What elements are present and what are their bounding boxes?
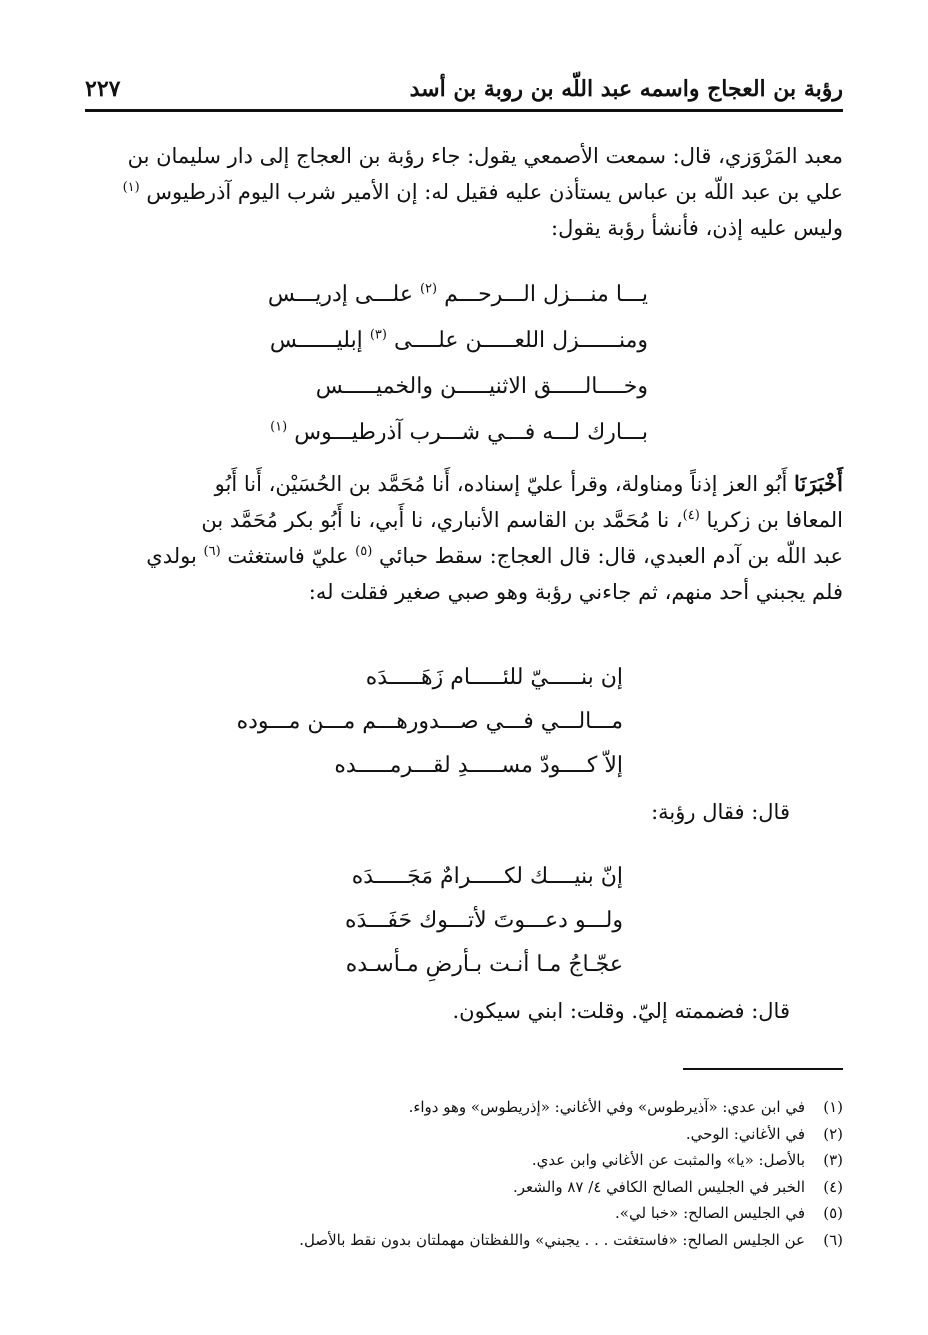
paragraph-text: المعافا بن زكريا	[706, 508, 843, 532]
footnote-number: (٤)	[823, 1177, 843, 1196]
footnote-ref: (٥)	[355, 544, 373, 559]
footnote-number: (١)	[823, 1098, 843, 1116]
paragraph-text: ، نا مُحَمَّد بن القاسم الأنباري، نا أَبي، نا أَبُو بكر مُحَمَّد بن	[201, 508, 683, 532]
footnote-text: الخبر في الجليس الصالح الكافي ٤/ ٨٧ والشعر.	[512, 1177, 805, 1196]
verse-line	[268, 272, 648, 318]
paragraph-text: عبد اللّه بن آدم العبدي، قال: قال العجاج: سقط حبائي	[379, 544, 843, 568]
verse-line: عجّـاجُ مـا أنـت بـأرضِ مـأسـده	[345, 952, 623, 977]
footnote	[95, 1094, 843, 1121]
verse-line	[268, 364, 648, 410]
paragraph-line: وليس عليه إذن، فأنشأ رؤبة يقول:	[551, 216, 843, 240]
footnote-number: (٢)	[823, 1124, 843, 1143]
paragraph-text: علي بن عبد اللّه بن عباس يستأذن عليه فقيل له: إن الأمير شرب اليوم آذرطيوس	[146, 180, 843, 204]
paragraph-line	[95, 538, 843, 574]
verse-line	[268, 318, 648, 364]
verse-text: وخــــالـــــق الاثنيـــــن والخميـــــس	[315, 374, 648, 399]
verse-line: إنّ بنيــــك لكـــــرامٌ مَجَـــــدَه	[351, 864, 623, 889]
footnote-number: (٥)	[823, 1204, 843, 1222]
verse-line: مـــالـــي فـــي صـــدورهـــم مـــن مـــوده	[236, 709, 623, 734]
verse-text: ومنــــــزل اللعـــــن علــــى	[393, 328, 648, 353]
footnote-text: بالأصل: «يا» والمثبت عن الأغاني وابن عدي.	[531, 1151, 805, 1169]
paragraph-1	[95, 138, 843, 246]
paragraph-line	[95, 502, 843, 538]
verse-block-2	[237, 656, 623, 788]
footnotes	[95, 1094, 843, 1253]
footnote-ref: (٣)	[369, 327, 387, 343]
footnote-text: في الأغاني: الوحي.	[685, 1124, 805, 1143]
footnote-rule	[683, 1068, 843, 1070]
running-header	[85, 72, 843, 106]
paragraph-line: معبد المَرْوَزي، قال: سمعت الأصمعي يقول: جاء رؤبة بن العجاج إلى دار سليمان بن	[127, 144, 843, 168]
footnote-ref: (١)	[270, 419, 288, 435]
verse-line	[268, 410, 648, 456]
narration-line: قال: فضممته إليّ. وقلت: ابني سيكون.	[452, 999, 790, 1023]
verse-line: إن بنـــــيّ للئـــــام زَهَـــــدَه	[365, 665, 623, 690]
footnote-text: في الجليس الصالح: «خبا لي».	[615, 1204, 805, 1222]
footnote	[95, 1200, 843, 1227]
paragraph-2	[95, 466, 843, 610]
header-rule	[85, 109, 843, 112]
footnote-number: (٣)	[823, 1151, 843, 1169]
footnote	[95, 1121, 843, 1148]
verse-line: إلاّ كــــودّ مســـــدِ لقـــرمـــــده	[334, 753, 623, 778]
verse-text: يـــا منـــزل الـــرحـــم	[444, 282, 648, 307]
footnote-text: عن الجليس الصالح: «فاستغثت . . . يجبني» واللفظتان مهملتان بدون نقط بالأصل.	[299, 1230, 805, 1249]
footnote	[95, 1147, 843, 1174]
narration-line: قال: فقال رؤبة:	[651, 800, 790, 824]
paragraph-text: عليّ فاستغثت	[227, 544, 349, 568]
footnote-ref: (٤)	[682, 508, 700, 523]
running-title: رؤبة بن العجاج واسمه عبد اللّه بن روبة بن أسد	[409, 76, 843, 102]
verse-block-3	[345, 855, 623, 987]
verse-text: إبليــــــس	[269, 328, 363, 353]
paragraph-text: بولدي	[146, 544, 197, 568]
footnote-ref: (٦)	[203, 544, 221, 559]
paragraph-text: أَبُو العز إذناً ومناولة، وقرأ عليّ إسناده، أَنا مُحَمَّد بن الحُسَيْن، أَنا أَبُو	[214, 472, 788, 496]
verse-block-1	[268, 272, 648, 456]
paragraph-line: فلم يجبني أحد منهم، ثم جاءني رؤبة وهو صبي صغير فقلت له:	[308, 580, 843, 604]
footnote-ref: (١)	[122, 180, 140, 195]
verse-text: بـــارك لـــه فـــي شـــرب آذرطيـــوس	[294, 420, 648, 445]
verse-text: علـــى إدريـــس	[267, 282, 413, 307]
footnote	[95, 1174, 843, 1201]
footnote-ref: (٢)	[419, 281, 438, 297]
verse-line: ولـــو دعـــوتَ لأتـــوك حَفَـــدَه	[345, 908, 623, 933]
footnote-text: في ابن عدي: «آذيرطوس» وفي الأغاني: «إذريطوس» وهو دواء.	[408, 1098, 805, 1116]
paragraph-line	[95, 466, 843, 502]
page-number: ٢٢٧	[85, 76, 121, 102]
paragraph-line	[95, 174, 843, 210]
footnote-number: (٦)	[823, 1230, 843, 1249]
lead-word: أَخْبَرَنَا	[794, 471, 843, 496]
footnote	[95, 1227, 843, 1254]
